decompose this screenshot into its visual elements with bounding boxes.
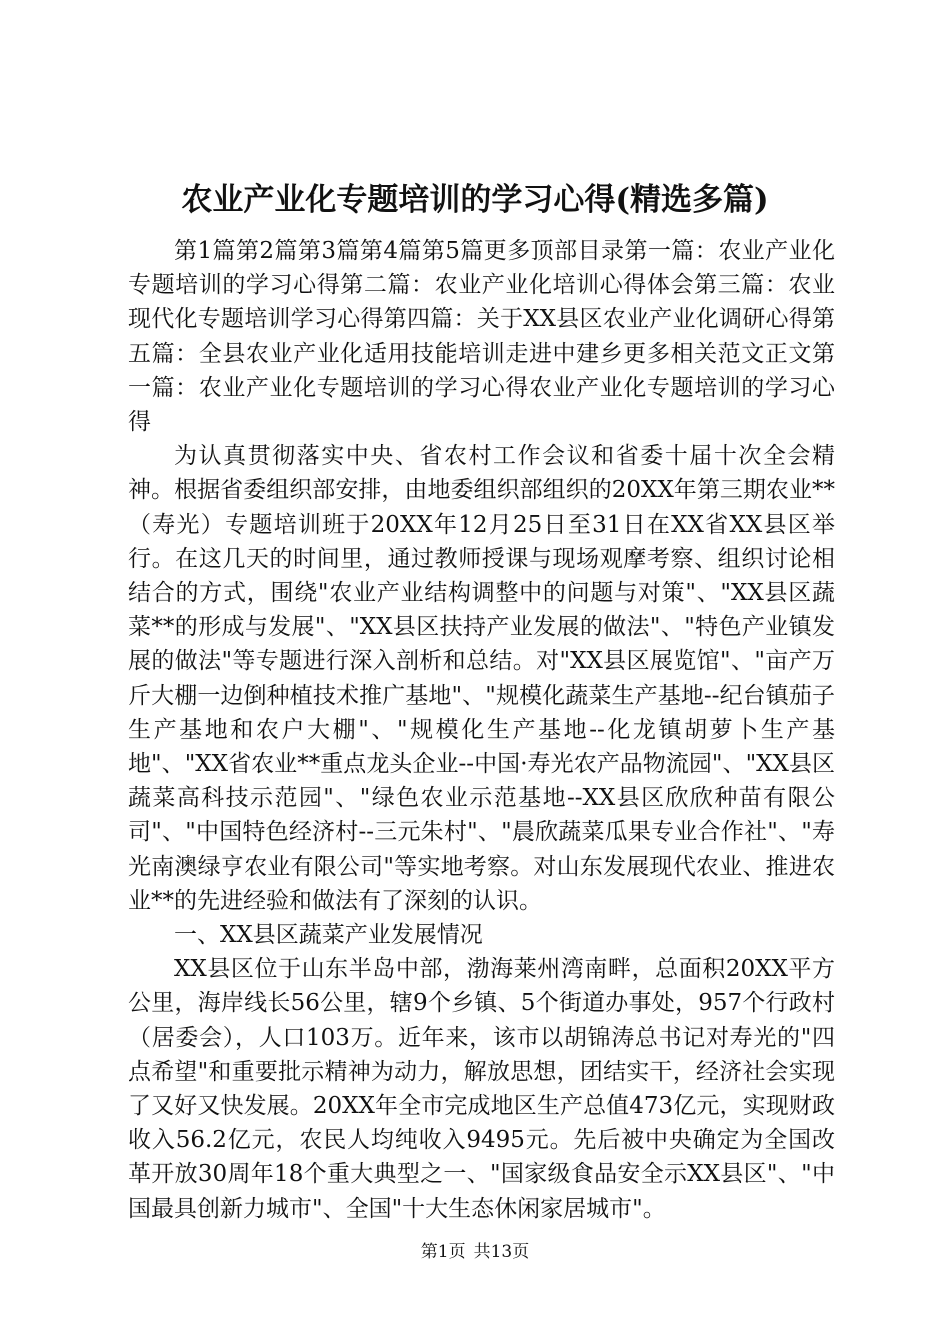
page-footer [0, 1240, 950, 1264]
page-total: 共13页 [473, 1242, 530, 1262]
page-number: 第1页 [420, 1242, 466, 1262]
paragraph-training-overview: 为认真贯彻落实中央、省农村工作会议和省委十届十次全会精神。根据省委组织部安排，由地委组织部组织的20XX年第三期农业**（寿光）专题培训班于20XX年12月25日至31日在XX省XX县区举行。在这几天的时间里，通过教师授课与现场观摩考察、组织讨论相结合的方式，围绕"农业产业结构调整中的问题与对策"、"XX县区蔬菜**的形成与发展"、"XX县区扶持产业发展的做法"、"特色产业镇发展的做法"等专题进行深入剖析和总结。对"XX县区展览馆"、"亩产万斤大棚一边倒种植技术推广基地"、"规模化蔬菜生产基地--纪台镇茄子生产基地和农户大棚"、"规模化生产基地--化龙镇胡萝卜生产基地"、"XX省农业**重点龙头企业--中国·寿光农产品物流园"、"XX县区蔬菜高科技示范园"、"绿色农业示范基地--XX县区欣欣种苗有限公司"、"中国特色经济村--三元朱村"、"晨欣蔬菜瓜果专业合作社"、"寿光南澳绿亨农业有限公司"等实地考察。对山东发展现代农业、推进农业**的先进经验和做法有了深刻的认识。 [128, 443, 835, 914]
document-body [128, 234, 835, 1226]
section-heading-vegetable-industry: 一、XX县区蔬菜产业发展情况 [174, 922, 483, 949]
paragraph-county-overview: XX县区位于山东半岛中部，渤海莱州湾南畔，总面积20XX平方公里，海岸线长56公里，辖9个乡镇、5个街道办事处，957个行政村（居委会），人口103万。近年来，该市以胡锦涛总书记对寿光的"四点希望"和重要批示精神为动力，解放思想，团结实干，经济社会实现了又好又快发展。20XX年全市完成地区生产总值473亿元，实现财政收入56.2亿元，农民人均纯收入9495元。先后被中央确定为全国改革开放30周年18个重大典型之一、"国家级食品安全示XX县区"、"中国最具创新力城市"、全国"十大生态休闲家居城市"。 [128, 956, 835, 1222]
document-title: 农业产业化专题培训的学习心得(精选多篇) [181, 182, 769, 218]
paragraph-table-of-contents: 第1篇第2篇第3篇第4篇第5篇更多顶部目录第一篇：农业产业化专题培训的学习心得第二篇：农业产业化培训心得体会第三篇：农业现代化专题培训学习心得第四篇：关于XX县区农业产业化调研心得第五篇：全县农业产业化适用技能培训走进中建乡更多相关范文正文第一篇：农业产业化专题培训的学习心得农业产业化专题培训的学习心得 [128, 238, 835, 436]
